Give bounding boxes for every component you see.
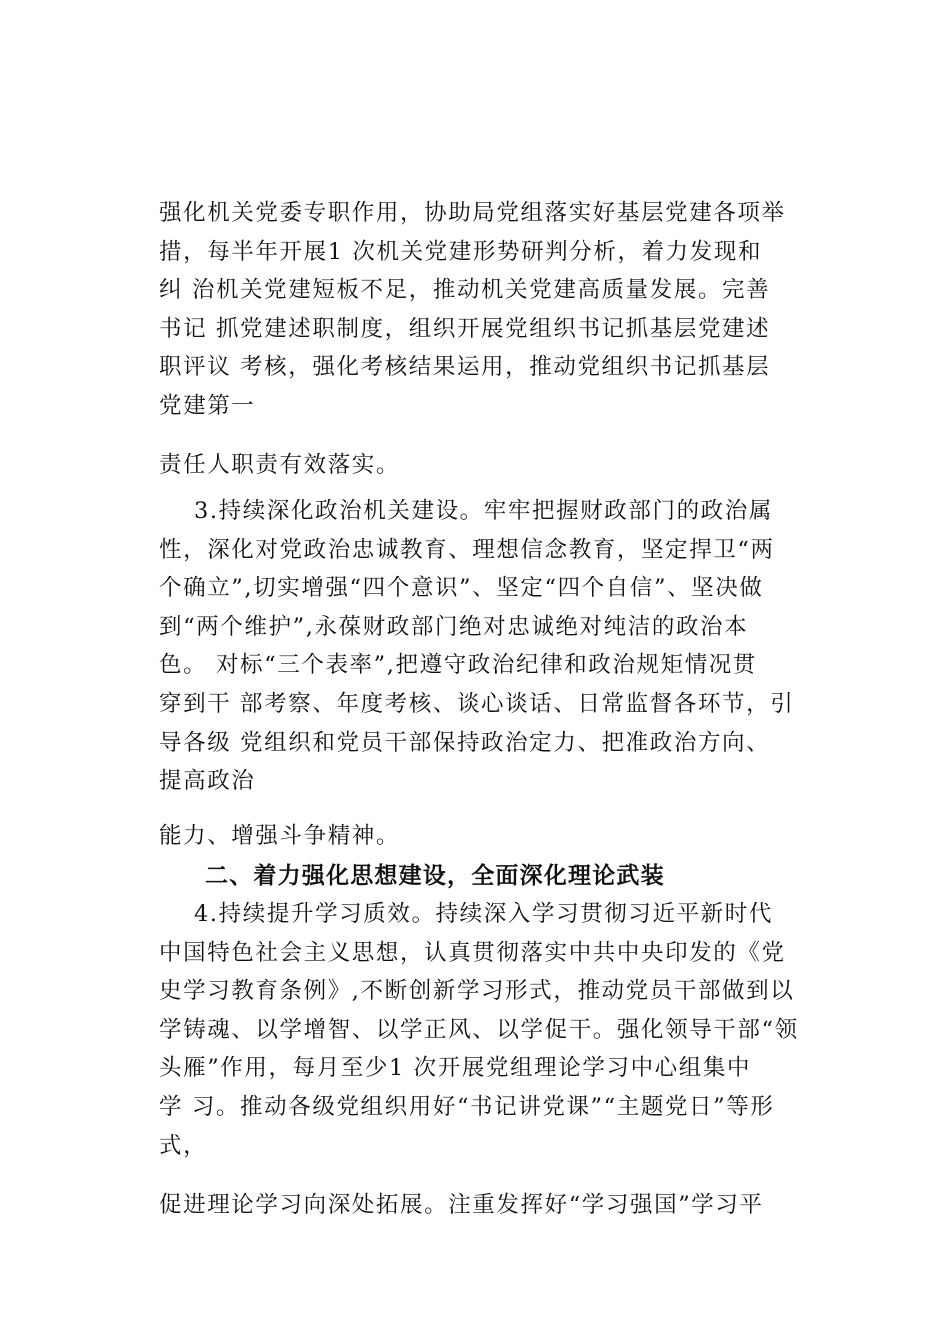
- paragraph-ability: [159, 817, 839, 856]
- text-line: 性，深化对党政治忠诚教育、理想信念教育，坚定捍卫“两: [159, 536, 775, 563]
- text-line: 色。 对标“三个表率”,把遵守政治纪律和政治规矩情况贯: [159, 652, 758, 679]
- text-line: 职评议 考核，强化考核结果运用，推动党组织书记抓基层: [159, 354, 771, 381]
- text-line: 强化机关党委专职作用，协助局党组落实好基层党建各项举: [159, 200, 786, 226]
- text-line: 4.持续提升学习质效。持续深入学习贯彻习近平新时代: [159, 901, 773, 927]
- text-line: 学铸魂、以学增智、以学正风、以学促干。强化领导干部“领: [159, 1016, 799, 1043]
- text-line: 史学习教育条例》,不断创新学习形式，推动党员干部做到以: [159, 978, 795, 1005]
- section-heading: 二、着力强化思想建设，全面深化理论武装: [205, 863, 665, 889]
- paragraph-responsibility: [159, 446, 839, 485]
- text-line: 个确立”,切实增强“四个意识”、坚定“四个自信”、坚决做: [159, 575, 764, 602]
- text-line: 学 习。推动各级党组织用好“书记讲党课”“主题党日”等形: [159, 1093, 775, 1120]
- text-line: 促进理论学习向深处拓展。注重发挥好“学习强国”学习平: [159, 1192, 764, 1218]
- paragraph-party-committee: [159, 194, 839, 426]
- text-line: 责任人职责有效落实。: [159, 452, 401, 478]
- text-line: 能力、增强斗争精神。: [159, 823, 401, 849]
- paragraph-study-quality: [159, 895, 839, 1165]
- text-line: 提高政治: [159, 768, 256, 795]
- text-line: 措，每半年开展1 次机关党建形势研判分析，着力发现和: [159, 238, 763, 265]
- text-line: 穿到干 部考察、年度考核、谈心谈话、日常监督各环节，引: [159, 690, 795, 717]
- text-line: 头雁”作用，每月至少1 次开展党组理论学习中心组集中: [159, 1055, 752, 1082]
- text-line: 到“两个维护”,永葆财政部门绝对忠诚绝对纯洁的政治本: [159, 613, 749, 640]
- text-line: 中国特色社会主义思想，认真贯彻落实中共中央印发的《党: [159, 939, 786, 966]
- text-line: 书记 抓党建述职制度，组织开展党组织书记抓基层党建述: [159, 315, 771, 342]
- text-line: 3.持续深化政治机关建设。牢牢把握财政部门的政治属: [159, 498, 773, 524]
- text-line: 式，: [159, 1132, 208, 1159]
- text-line: 导各级 党组织和党员干部保持政治定力、把准政治方向、: [159, 729, 771, 756]
- paragraph-study-platform: [159, 1186, 839, 1225]
- paragraph-political-organ: [159, 492, 839, 801]
- text-line: 纠 治机关党建短板不足，推动机关党建高质量发展。完善: [159, 277, 771, 304]
- text-line: 党建第一: [159, 392, 256, 419]
